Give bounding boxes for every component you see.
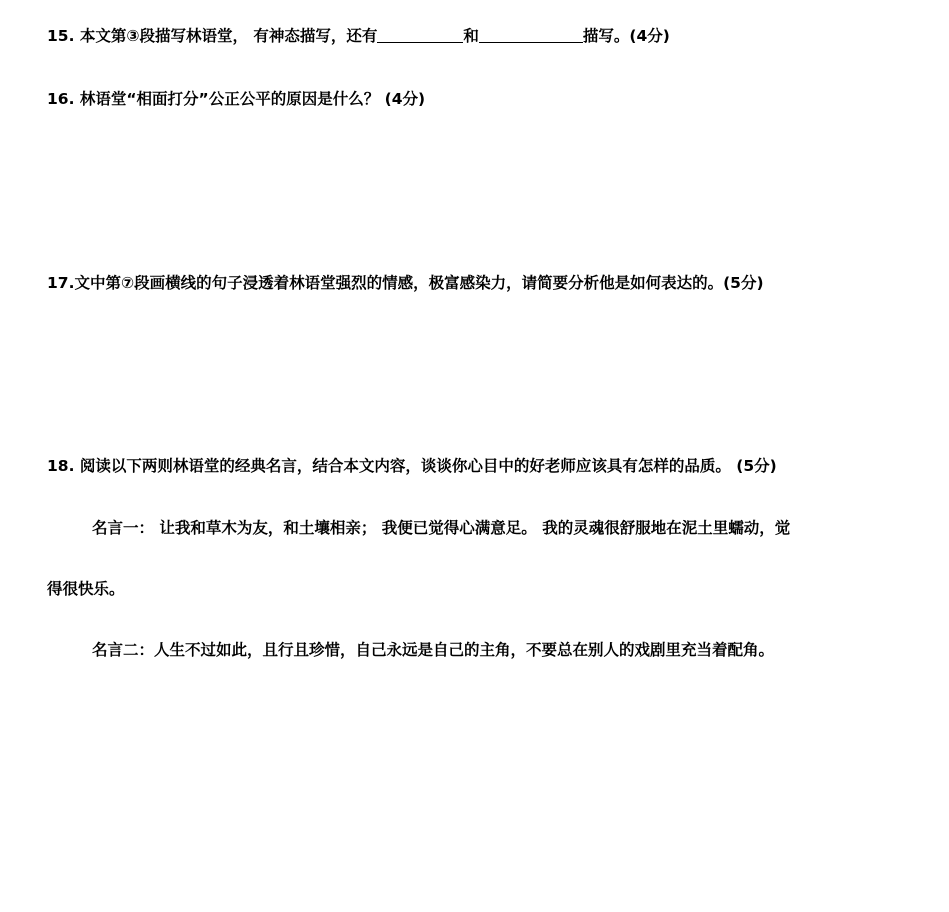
quote-1-line-1: 名言一： 让我和草木为友，和土壤相亲； 我便已觉得心满意足。 我的灵魂很舒服地在泥土里蠕动，觉: [92, 519, 791, 537]
question-16: 16. 林语堂“相面打分”公正公平的原因是什么？ (4分): [47, 90, 426, 108]
question-17: 17.文中第⑦段画横线的句子浸透着林语堂强烈的情感，极富感染力，请简要分析他是如何表达的。(5分): [47, 274, 764, 292]
quote-1-line-2: 得很快乐。: [47, 580, 125, 598]
question-15: [47, 26, 670, 46]
answer-blank-2[interactable]: [479, 27, 583, 43]
quote-2: 名言二：人生不过如此，且行且珍惜，自己永远是自己的主角，不要总在别人的戏剧里充当着配角。: [92, 641, 775, 659]
answer-blank-1[interactable]: [377, 27, 463, 43]
question-15-suffix: 描写。(4分): [582, 27, 670, 45]
question-15-prefix: 15. 本文第③段描写林语堂， 有神态描写，还有: [47, 27, 378, 45]
question-18: 18. 阅读以下两则林语堂的经典名言，结合本文内容，谈谈你心目中的好老师应该具有怎样的品质。 (5分): [47, 457, 777, 475]
question-15-middle: 和: [463, 27, 479, 45]
